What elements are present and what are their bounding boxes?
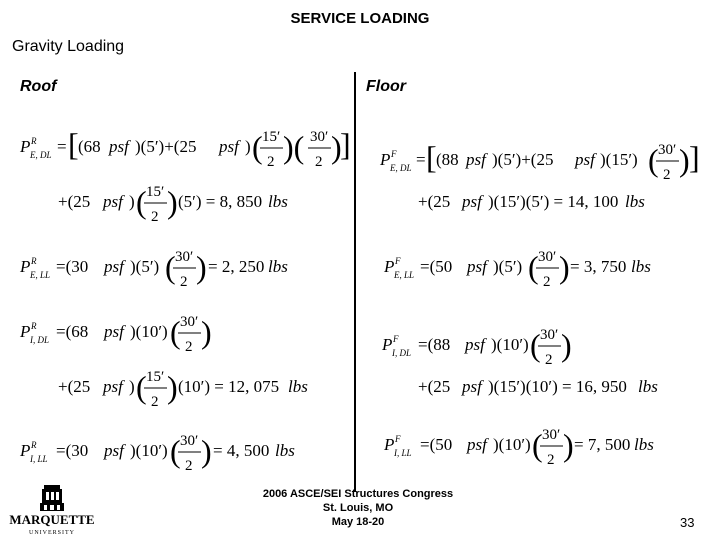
svg-text:30′: 30′ <box>542 427 561 443</box>
svg-text:lbs: lbs <box>625 192 645 211</box>
svg-text:)(15′)(5′) = 14, 100: )(15′)(5′) = 14, 100 <box>488 192 619 211</box>
footer-line-3: May 18-20 <box>331 516 385 528</box>
svg-text:E, LL: E, LL <box>30 270 51 280</box>
svg-text:): ) <box>561 327 572 363</box>
svg-text:=: = <box>416 150 426 169</box>
svg-text:=(30: =(30 <box>56 257 89 276</box>
svg-text:F: F <box>395 256 401 266</box>
svg-text:): ) <box>196 249 207 285</box>
svg-text:): ) <box>129 192 135 211</box>
svg-text:=(68: =(68 <box>56 322 89 341</box>
svg-text:psf: psf <box>465 335 485 354</box>
svg-text:(: ( <box>252 129 263 165</box>
svg-text:)(10′): )(10′) <box>130 441 168 460</box>
svg-text:)(5′): )(5′) <box>130 257 160 276</box>
svg-text:=(50: =(50 <box>420 257 453 276</box>
svg-text:lbs: lbs <box>638 377 658 396</box>
marquette-logo <box>6 483 98 537</box>
svg-text:30′: 30′ <box>180 433 199 449</box>
svg-text:2: 2 <box>180 274 188 290</box>
svg-text:P: P <box>384 435 395 454</box>
svg-text:= 2, 250: = 2, 250 <box>208 257 265 276</box>
svg-text:P: P <box>382 335 393 354</box>
floor-dead-load-equation <box>379 139 700 211</box>
svg-text:=: = <box>57 137 67 156</box>
svg-text:)(10′): )(10′) <box>491 335 529 354</box>
svg-text:+(25: +(25 <box>418 377 451 396</box>
svg-text:I, LL: I, LL <box>394 448 412 458</box>
svg-text:2: 2 <box>185 339 193 355</box>
svg-text:30′: 30′ <box>180 314 199 330</box>
roof-interior-live-load-equation <box>19 433 295 474</box>
svg-text:): ) <box>245 137 251 156</box>
svg-text:psf: psf <box>109 137 129 156</box>
section-subtitle: Gravity Loading <box>12 38 125 55</box>
svg-text:): ) <box>559 249 570 285</box>
svg-text:P: P <box>20 257 31 276</box>
svg-text:E, DL: E, DL <box>30 150 52 160</box>
svg-text:(: ( <box>136 369 147 405</box>
svg-text:F: F <box>393 334 399 344</box>
svg-text:= 3, 750: = 3, 750 <box>570 257 627 276</box>
svg-text:(10′) = 12, 075: (10′) = 12, 075 <box>178 377 280 396</box>
svg-text:(: ( <box>532 427 543 463</box>
svg-text:I, DL: I, DL <box>30 335 50 345</box>
svg-text:+(25: +(25 <box>58 377 91 396</box>
svg-text:): ) <box>167 369 178 405</box>
svg-text:]: ] <box>340 126 351 162</box>
svg-text:psf: psf <box>462 377 482 396</box>
svg-text:lbs: lbs <box>268 257 288 276</box>
svg-text:): ) <box>563 427 574 463</box>
svg-text:R: R <box>31 136 37 146</box>
svg-text:15′: 15′ <box>146 184 165 200</box>
svg-text:): ) <box>201 433 212 469</box>
svg-text:15′: 15′ <box>146 369 165 385</box>
column-heading-roof: Roof <box>20 78 57 95</box>
floor-interior-live-load-equation <box>383 427 654 468</box>
floor-live-load-equation <box>383 249 651 290</box>
svg-text:): ) <box>201 314 212 350</box>
svg-text:psf: psf <box>219 137 239 156</box>
svg-text:psf: psf <box>466 150 486 169</box>
svg-text:P: P <box>20 322 31 341</box>
svg-text:(: ( <box>648 142 659 178</box>
svg-text:]: ] <box>689 139 700 175</box>
svg-text:30′: 30′ <box>540 327 559 343</box>
svg-text:+(25: +(25 <box>418 192 451 211</box>
svg-text:+(25: +(25 <box>58 192 91 211</box>
roof-live-load-equation <box>19 249 288 290</box>
svg-text:(: ( <box>170 314 181 350</box>
svg-text:): ) <box>129 377 135 396</box>
svg-text:2: 2 <box>547 452 555 468</box>
svg-text:psf: psf <box>104 322 124 341</box>
svg-text:30′: 30′ <box>310 129 329 145</box>
svg-text:psf: psf <box>467 435 487 454</box>
svg-text:E, LL: E, LL <box>394 270 415 280</box>
svg-text:P: P <box>20 441 31 460</box>
svg-text:(: ( <box>170 433 181 469</box>
svg-text:(5′) = 8, 850: (5′) = 8, 850 <box>178 192 263 211</box>
svg-text:)(5′)+(25: )(5′)+(25 <box>135 137 197 156</box>
svg-text:= 7, 500: = 7, 500 <box>574 435 631 454</box>
svg-text:2: 2 <box>151 394 159 410</box>
svg-text:F: F <box>395 434 401 444</box>
svg-text:(: ( <box>528 249 539 285</box>
svg-text:30′: 30′ <box>658 142 677 158</box>
svg-text:= 4, 500: = 4, 500 <box>213 441 270 460</box>
svg-text:2: 2 <box>267 154 275 170</box>
svg-text:)(5′)+(25: )(5′)+(25 <box>492 150 554 169</box>
svg-text:lbs: lbs <box>268 192 288 211</box>
svg-text:R: R <box>31 256 37 266</box>
svg-text:psf: psf <box>467 257 487 276</box>
svg-text:30′: 30′ <box>538 249 557 265</box>
svg-text:psf: psf <box>462 192 482 211</box>
svg-text:I, DL: I, DL <box>392 348 412 358</box>
svg-text:15′: 15′ <box>262 129 281 145</box>
svg-text:)(10′): )(10′) <box>130 322 168 341</box>
svg-text:=(30: =(30 <box>56 441 89 460</box>
svg-text:lbs: lbs <box>288 377 308 396</box>
svg-text:(88: (88 <box>436 150 459 169</box>
svg-text:psf: psf <box>103 377 123 396</box>
svg-text:)(5′): )(5′) <box>493 257 523 276</box>
svg-text:lbs: lbs <box>631 257 651 276</box>
svg-text:lbs: lbs <box>634 435 654 454</box>
footer-line-2: St. Louis, MO <box>322 502 394 514</box>
svg-text:R: R <box>31 321 37 331</box>
footer-conference-info <box>240 487 476 529</box>
footer-line-1: 2006 ASCE/SEI Structures Congress <box>262 488 454 500</box>
svg-text:P: P <box>20 137 31 156</box>
svg-text:(: ( <box>136 184 147 220</box>
svg-text:=(88: =(88 <box>418 335 451 354</box>
svg-text:)(15′)(10′) = 16, 950: )(15′)(10′) = 16, 950 <box>488 377 627 396</box>
svg-text:[: [ <box>68 126 79 162</box>
svg-text:2: 2 <box>663 167 671 183</box>
page-number: 33 <box>680 515 695 530</box>
svg-text:lbs: lbs <box>275 441 295 460</box>
svg-text:MARQUETTE: MARQUETTE <box>9 512 95 527</box>
svg-text:30′: 30′ <box>175 249 194 265</box>
svg-text:P: P <box>384 257 395 276</box>
svg-text:R: R <box>31 440 37 450</box>
svg-text:psf: psf <box>104 257 124 276</box>
svg-text:P: P <box>380 150 391 169</box>
svg-text:2: 2 <box>543 274 551 290</box>
column-heading-floor: Floor <box>366 78 406 95</box>
svg-text:UNIVERSITY: UNIVERSITY <box>29 530 75 536</box>
svg-text:(: ( <box>165 249 176 285</box>
svg-text:2: 2 <box>151 209 159 225</box>
svg-text:2: 2 <box>545 352 553 368</box>
svg-text:2: 2 <box>315 154 323 170</box>
floor-interior-dead-load-equation <box>381 327 658 396</box>
svg-text:psf: psf <box>103 192 123 211</box>
svg-text:)(15′): )(15′) <box>600 150 638 169</box>
svg-text:[: [ <box>426 139 437 175</box>
svg-text:)(: )( <box>283 129 305 165</box>
svg-text:F: F <box>391 149 397 159</box>
svg-text:psf: psf <box>104 441 124 460</box>
svg-text:I, LL: I, LL <box>30 454 48 464</box>
svg-text:2: 2 <box>185 458 193 474</box>
svg-text:)(10′): )(10′) <box>493 435 531 454</box>
roof-interior-dead-load-equation <box>19 314 308 410</box>
slide-title: SERVICE LOADING <box>290 10 430 27</box>
svg-text:): ) <box>167 184 178 220</box>
svg-text:=(50: =(50 <box>420 435 453 454</box>
svg-text:(68: (68 <box>78 137 101 156</box>
svg-text:): ) <box>331 129 342 165</box>
svg-text:E, DL: E, DL <box>390 163 412 173</box>
svg-text:psf: psf <box>575 150 595 169</box>
roof-dead-load-equation <box>19 126 351 225</box>
svg-text:(: ( <box>530 327 541 363</box>
svg-text:): ) <box>679 142 690 178</box>
